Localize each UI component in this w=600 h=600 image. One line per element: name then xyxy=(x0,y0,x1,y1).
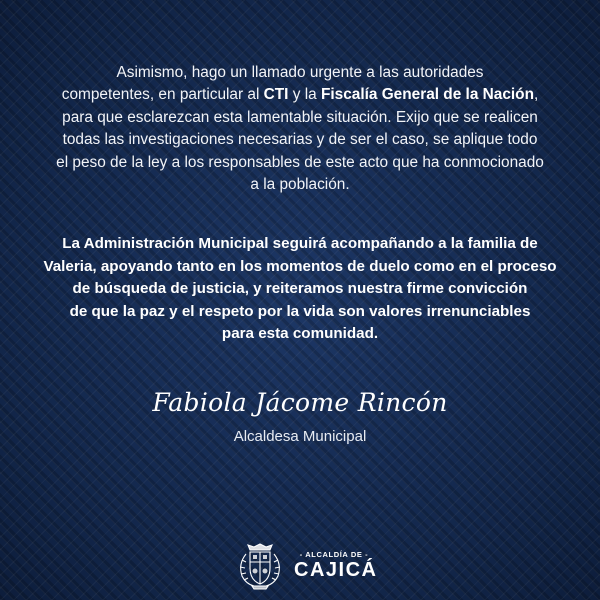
statement-paragraph-2 xyxy=(10,233,590,346)
p1-line-2-start: competentes, en particular al xyxy=(61,86,264,104)
p2-line-5: para esta comunidad. xyxy=(221,325,379,342)
p2-line-4: de que la paz y el respeto por la vida son valores irrenunciables xyxy=(69,302,531,320)
p1-line-6: a la población. xyxy=(250,176,350,194)
fiscalia-mention: Fiscalía General de la Nación xyxy=(320,86,534,104)
p2-line-3: de búsqueda de justicia, y reiteramos nuestra firme convicción xyxy=(72,280,528,297)
p1-line-4: todas las investigaciones necesarias y de ser el caso, se aplique todo xyxy=(62,131,538,149)
brand-subtitle: - ALCALDÍA DE - xyxy=(299,550,369,559)
p1-line-1: Asimismo, hago un llamado urgente a las autoridades xyxy=(116,64,484,81)
brand-title: CAJICÁ xyxy=(294,559,378,581)
statement-paragraph-1 xyxy=(10,62,590,196)
signature-role: Alcaldesa Municipal xyxy=(233,428,367,445)
p1-line-2-end: , xyxy=(533,86,539,104)
p1-line-3: para que esclarezcan esta lamentable situación. Exijo que se realicen xyxy=(62,108,538,126)
cti-mention: CTI xyxy=(263,86,289,104)
alcaldia-logo xyxy=(232,540,378,590)
coat-of-arms-icon xyxy=(232,540,288,590)
p2-line-1: La Administración Municipal seguirá acompañando a la familia de xyxy=(62,235,538,252)
p1-line-5: el peso de la ley a los responsables de este acto que ha conmocionado xyxy=(56,153,544,171)
signature-name: Fabiola Jácome Rincón xyxy=(152,388,448,417)
p2-line-2: Valeria, apoyando tanto en los momentos de duelo como en el proceso xyxy=(43,257,557,275)
p1-line-2-mid: y la xyxy=(288,86,321,104)
